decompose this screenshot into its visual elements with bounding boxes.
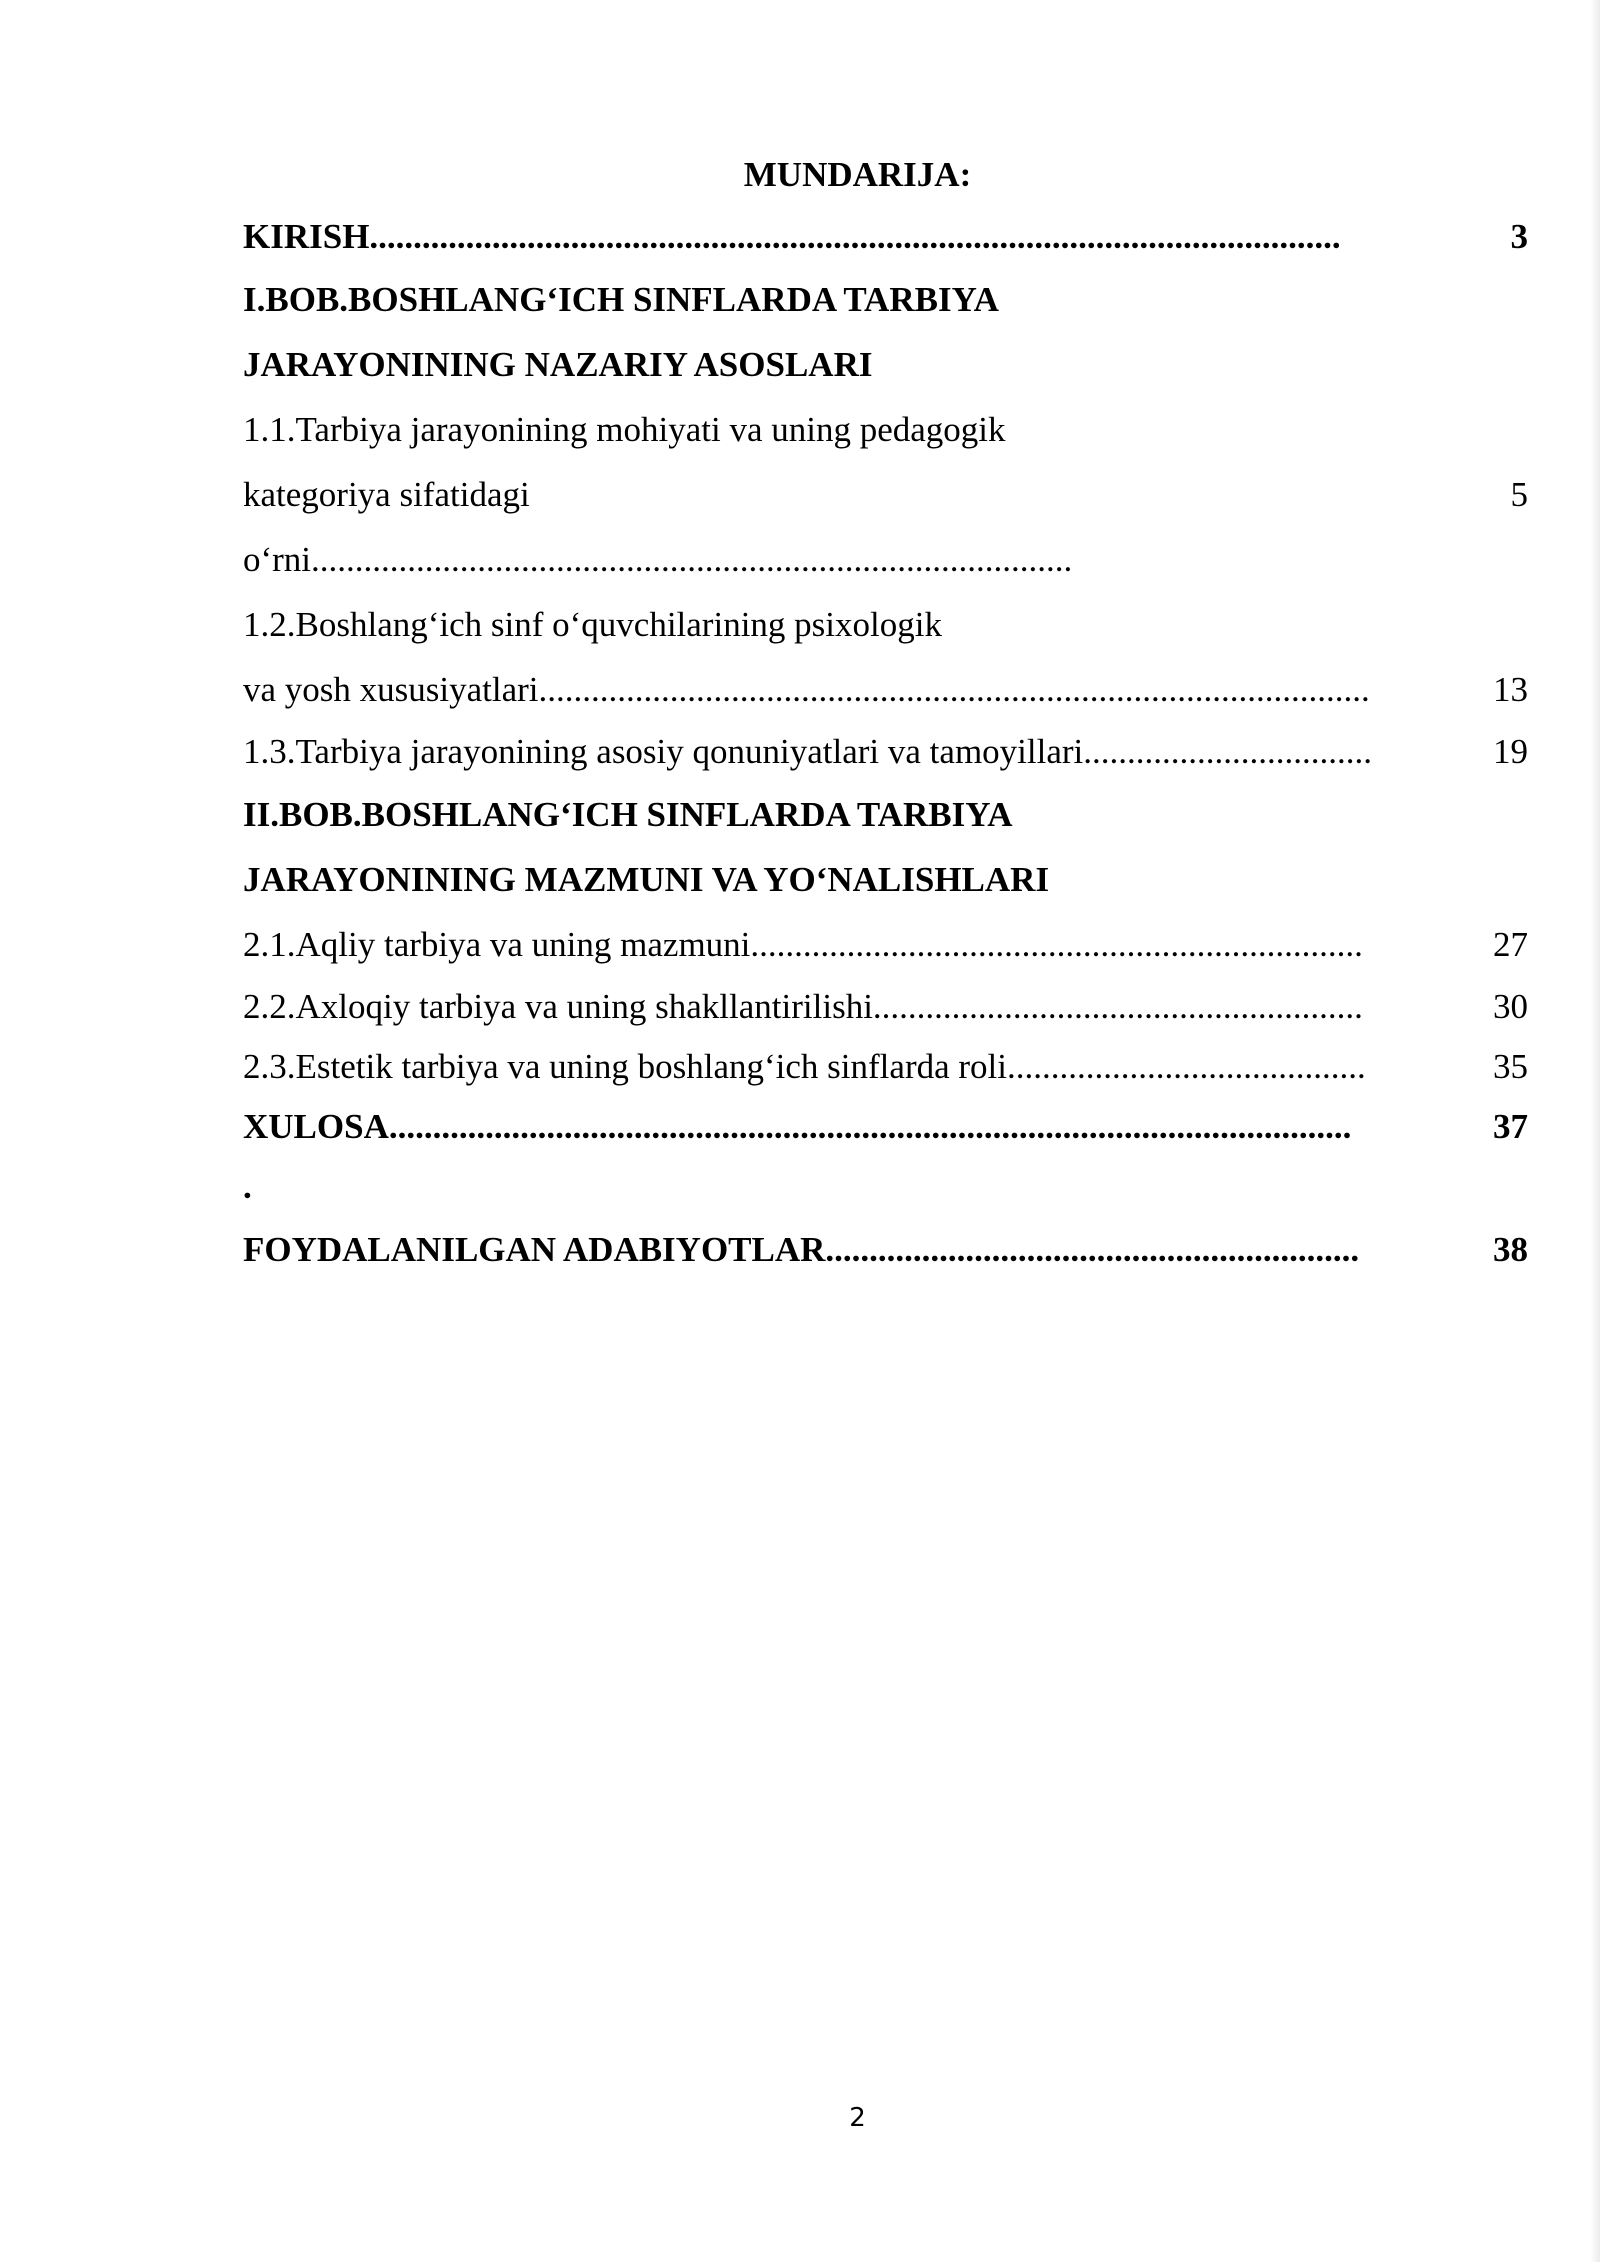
toc-title: MUNDARIJA: xyxy=(743,155,972,194)
toc-entry-label: 1.2.Boshlang‘ich sinf o‘quvchilarining psixologik xyxy=(243,605,942,644)
toc-entry-2-3[interactable] xyxy=(243,1037,1528,1097)
toc-entry-2-2[interactable] xyxy=(243,977,1528,1037)
toc-entry-1-1-line-1[interactable] xyxy=(243,397,1528,462)
toc-entry-1-2-line-2[interactable] xyxy=(243,657,1528,722)
toc-entry-label: II.BOB.BOSHLANG‘ICH SINFLARDA TARBIYA xyxy=(243,795,1013,834)
toc-entry-label: 1.3.Tarbiya jarayonining asosiy qonuniyatlari va tamoyillari................................. xyxy=(243,732,1373,771)
toc-entry-label: XULOSA.............................................................................................................. xyxy=(243,1107,1352,1146)
toc-entry-label: 2.2.Axloqiy tarbiya va uning shakllantirilishi........................................................ xyxy=(243,987,1363,1026)
page-edge-shadow xyxy=(1590,0,1600,2262)
toc-entry-page: 37 xyxy=(1493,1107,1528,1146)
toc-entry-label: kategoriya sifatidagi xyxy=(243,475,530,514)
table-of-contents xyxy=(243,207,1528,1282)
toc-entry-references[interactable] xyxy=(243,1217,1528,1282)
toc-entry-page: 5 xyxy=(1510,475,1528,514)
toc-entry-2-1[interactable] xyxy=(243,912,1528,977)
toc-entry-1-2-line-1[interactable] xyxy=(243,592,1528,657)
toc-entry-label: o‘rni....................................................................................... xyxy=(243,540,1073,579)
toc-entry-label: JARAYONINING MAZMUNI VA YO‘NALISHLARI xyxy=(243,860,1050,899)
toc-entry-page: 30 xyxy=(1493,987,1528,1026)
toc-entry-page: 19 xyxy=(1493,732,1528,771)
toc-entry-page: 3 xyxy=(1510,217,1528,256)
toc-entry-1-1-line-2[interactable] xyxy=(243,462,1528,527)
toc-entry-page: 27 xyxy=(1493,925,1528,964)
page-number: 2 xyxy=(849,2103,866,2133)
toc-entry-label: . xyxy=(243,1167,252,1206)
toc-entry-label: I.BOB.BOSHLANG‘ICH SINFLARDA TARBIYA xyxy=(243,280,999,319)
toc-entry-1-1-line-3[interactable] xyxy=(243,527,1528,592)
toc-entry-page: 38 xyxy=(1493,1230,1528,1269)
toc-entry-chapter-1-line-1[interactable] xyxy=(243,267,1528,332)
toc-entry-label: 2.3.Estetik tarbiya va uning boshlang‘ich sinflarda roli......................................... xyxy=(243,1047,1366,1086)
toc-entry-1-3[interactable] xyxy=(243,722,1528,782)
toc-entry-chapter-2-line-1[interactable] xyxy=(243,782,1528,847)
toc-entry-chapter-1-line-2[interactable] xyxy=(243,332,1528,397)
toc-entry-chapter-2-line-2[interactable] xyxy=(243,847,1528,912)
toc-entry-label: KIRISH............................................................................................................... xyxy=(243,217,1341,256)
toc-entry-label: 2.1.Aqliy tarbiya va uning mazmuni...................................................................... xyxy=(243,925,1363,964)
toc-entry-label: JARAYONINING NAZARIY ASOSLARI xyxy=(243,345,873,384)
toc-entry-xulosa[interactable] xyxy=(243,1097,1528,1157)
toc-entry-page: 35 xyxy=(1493,1047,1528,1086)
toc-entry-stray-dot xyxy=(243,1157,1528,1217)
toc-entry-label: va yosh xususiyatlari............................................................................................... xyxy=(243,670,1370,709)
toc-entry-page: 13 xyxy=(1493,670,1528,709)
toc-entry-label: 1.1.Tarbiya jarayonining mohiyati va uning pedagogik xyxy=(243,410,1006,449)
toc-entry-label: FOYDALANILGAN ADABIYOTLAR............................................................. xyxy=(243,1230,1360,1269)
toc-entry-kirish[interactable] xyxy=(243,207,1528,267)
